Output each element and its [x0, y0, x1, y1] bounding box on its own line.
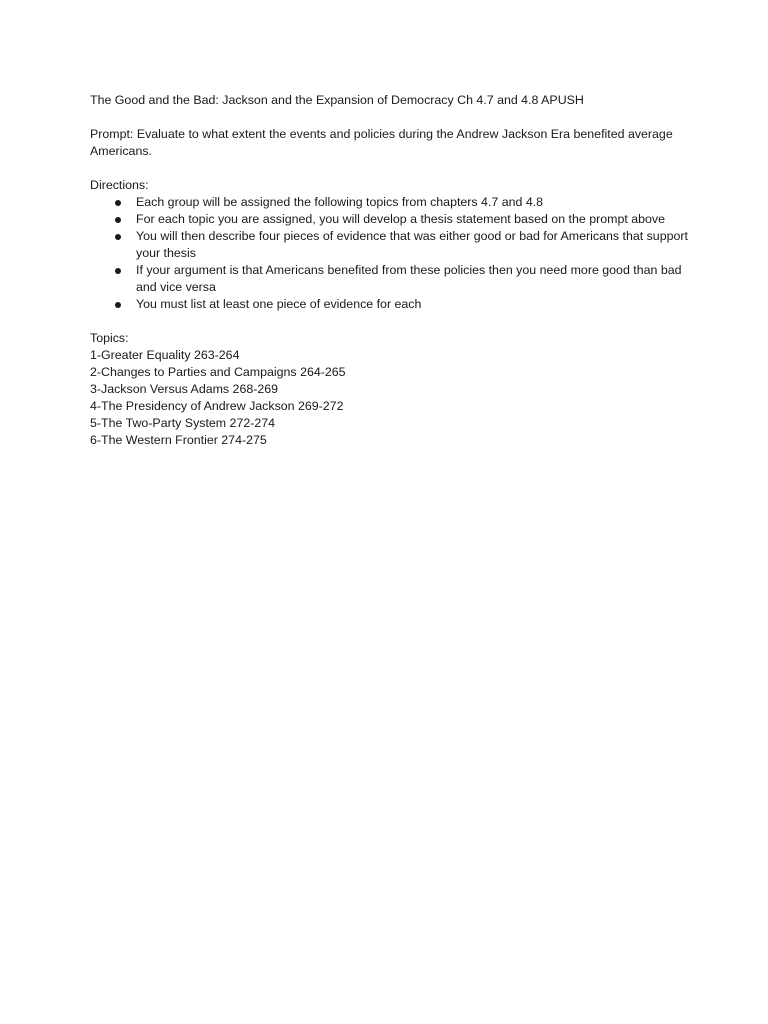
directions-heading: Directions: [90, 178, 149, 192]
topics-section [90, 330, 690, 449]
directions-list [90, 194, 690, 313]
directions-item-text: For each topic you are assigned, you will develop a thesis statement based on the prompt above [136, 212, 665, 226]
directions-item [90, 262, 690, 296]
directions-item [90, 211, 690, 228]
bullet-icon [115, 302, 121, 308]
bullet-icon [115, 268, 121, 274]
topic-item: 6-The Western Frontier 274-275 [90, 433, 267, 447]
directions-item [90, 228, 690, 262]
prompt-paragraph: Prompt: Evaluate to what extent the events and policies during the Andrew Jackson Era benefited average Americans. [90, 127, 673, 158]
document-page [90, 92, 690, 449]
directions-item-text: If your argument is that Americans benefited from these policies then you need more good than bad and vice versa [136, 263, 682, 294]
bullet-icon [115, 234, 121, 240]
directions-section [90, 177, 690, 313]
topics-heading: Topics: [90, 331, 129, 345]
directions-item-text: Each group will be assigned the following topics from chapters 4.7 and 4.8 [136, 195, 544, 209]
topic-item: 1-Greater Equality 263-264 [90, 348, 240, 362]
topic-item: 2-Changes to Parties and Campaigns 264-265 [90, 365, 346, 379]
bullet-icon [115, 217, 121, 223]
bullet-icon [115, 200, 121, 206]
directions-item [90, 296, 690, 313]
document-title: The Good and the Bad: Jackson and the Expansion of Democracy Ch 4.7 and 4.8 APUSH [90, 93, 584, 107]
directions-item-text: You must list at least one piece of evidence for each [136, 297, 422, 311]
topic-item: 3-Jackson Versus Adams 268-269 [90, 382, 279, 396]
topic-item: 5-The Two-Party System 272-274 [90, 416, 276, 430]
directions-item-text: You will then describe four pieces of evidence that was either good or bad for Americans that support your thesis [136, 229, 688, 260]
topic-item: 4-The Presidency of Andrew Jackson 269-272 [90, 399, 344, 413]
directions-item [90, 194, 690, 211]
